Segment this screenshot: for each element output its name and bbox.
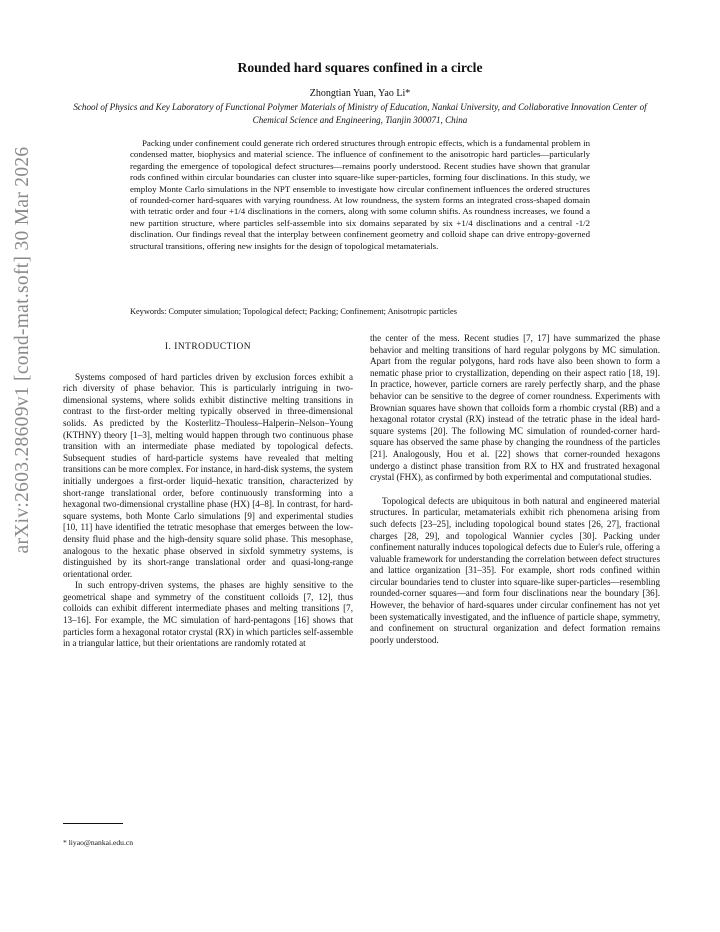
paragraph: Systems composed of hard particles driven by exclusion forces exhibit a rich diversity of phase behavior. This is particularly intriguing in two-dimensional systems, where solids exhibit distinctive melting transitions in contrast to the first-order melting typically observed in three-dimensional solids. As predicted by the Kosterlitz–Thouless–Halperin–Nelson–Young (KTHNY) theory [1–3], melting would happen through two continuous phase transition with an intermediate phase mediated by topological defects. Subsequent studies of hard-particle systems have revealed that melting transitions can be more complex. For instance, in hard-disk systems, the system initially undergoes a first-order liquid–hexatic transition, characterized by short-range translational order, before continuously transforming into a hexagonal two-dimensional crystalline phase (HX) [4–8]. In contrast, for hard-square systems, both Monte Carlo simulations [9] and experimental studies [10, 11] have identified the tetratic mesophase that emerges between the low-density fluid phase and the high-density square solid phase. This mesophase, analogous to the hexatic phase observed in sixfold symmetry systems, is distinguished by its short-range translational order and quasi-long-range orientational order. [63,371,353,579]
paragraph: Topological defects are ubiquitous in both natural and engineered material structures. In particular, metamaterials exhibit rich phenomena arising from such defects [23–25], including topological bound states [26, 27], fractional charges [28, 29], and topological Wannier cycles [30]. Packing under confinement naturally induces topological defects due to Euler's rule, offering a valuable framework for understanding the correlation between defect structures and lattice organization [31–35]. For example, short rods confined within circular boundaries tend to cluster into square-like super-particles—resembling rounded-corner squares—and form four disclinations near the boundary [36]. However, the behavior of hard-squares under circular confinement has not yet been systematically investigated, and the influence of particle shape, symmetry, and confinement on structural organization and defect formation remains poorly understood. [370,495,660,645]
author-list: Zhongtian Yuan, Yao Li* [309,88,411,99]
keywords: Keywords: Computer simulation; Topological defect; Packing; Confinement; Anisotropic particles [130,307,457,316]
right-column [370,333,660,646]
affiliation: School of Physics and Key Laboratory of Functional Polymer Materials of Ministry of Education, Nankai University, and Collaborative Innovation Center of Chemical Science and Engineering, Tianjin 300071, China [73,102,647,125]
abstract: Packing under confinement could generate rich ordered structures through entropic effects, which is a fundamental problem in condensed matter, biophysics and material science. The influence of confinement to the anisotropic hard particles—particularly regarding the emergence of topological defect structures—remains poorly understood. Recent studies have shown that granular rods confined within circular boundaries can cluster into square-like super-particles, forming four disclinations. In this study, we employ Monte Carlo simulations in the NPT ensemble to investigate how circular confinement influences the ordered structures of rounded-corner hard-squares with varying roundness. At low roundness, the system forms an integrated cross-shaped domain with tetratic order and four +1/4 disclinations in the corners, along with some column shifts. As roundness increases, we found a new partition structure, where particles self-assemble into six domains separated by six +1/4 disclinations and a central -1/2 disclination. Our findings reveal that the interplay between confinement geometry and colloid shape can drive entropy-governed structural transitions, offering new insights for the design of topological metamaterials. [130,138,590,251]
footnote-email: * liyao@nankai.edu.cn [63,838,134,847]
arxiv-identifier: arXiv:2603.28609v1 [cond-mat.soft] 30 Mar 2026 [12,146,33,554]
footnote-rule [63,823,123,824]
arxiv-sidebar [0,0,46,932]
section-heading: I. INTRODUCTION [164,342,252,352]
paper-title: Rounded hard squares confined in a circle [237,60,483,75]
paragraph: In such entropy-driven systems, the phases are highly sensitive to the geometrical shape and symmetry of the constituent colloids [7, 12], thus colloids can exhibit different intermediate phases and melting transitions [7, 13–16]. For example, the MC simulation of hard-pentagons [16] shows that particles form a hexagonal rotator crystal (RX) in which particles self-assemble in a triangular lattice, but their orientations are randomly rotated at [63,580,353,649]
paragraph: the center of the mess. Recent studies [7, 17] have summarized the phase behavior and melting transitions of hard regular polygons by MC simulation. Apart from the regular polygons, hard rods have also been shown to form a nematic phase prior to crystallization, depending on their aspect ratio [18, 19]. In practice, however, particle corners are rarely perfectly sharp, and the phase behavior can be sensitive to the degree of corner roundness. Experiments with Brownian squares have shown that colloids form a rhombic crystal (RB) and a hexagonal rotator crystal (RX) instead of the tetratic phase in the ideal hard-square systems [20]. The following MC simulation of rounded-corner hard-square has observed the same phase by changing the roundness of the particles [21]. Analogously, Hou et al. [22] shows that corner-rounded hexagons undergo a distinct phase transition from RX to HX and frustrated hexagonal crystal (FHX), as confirmed by both experimental and computational studies. [370,333,660,483]
left-column [63,342,353,650]
